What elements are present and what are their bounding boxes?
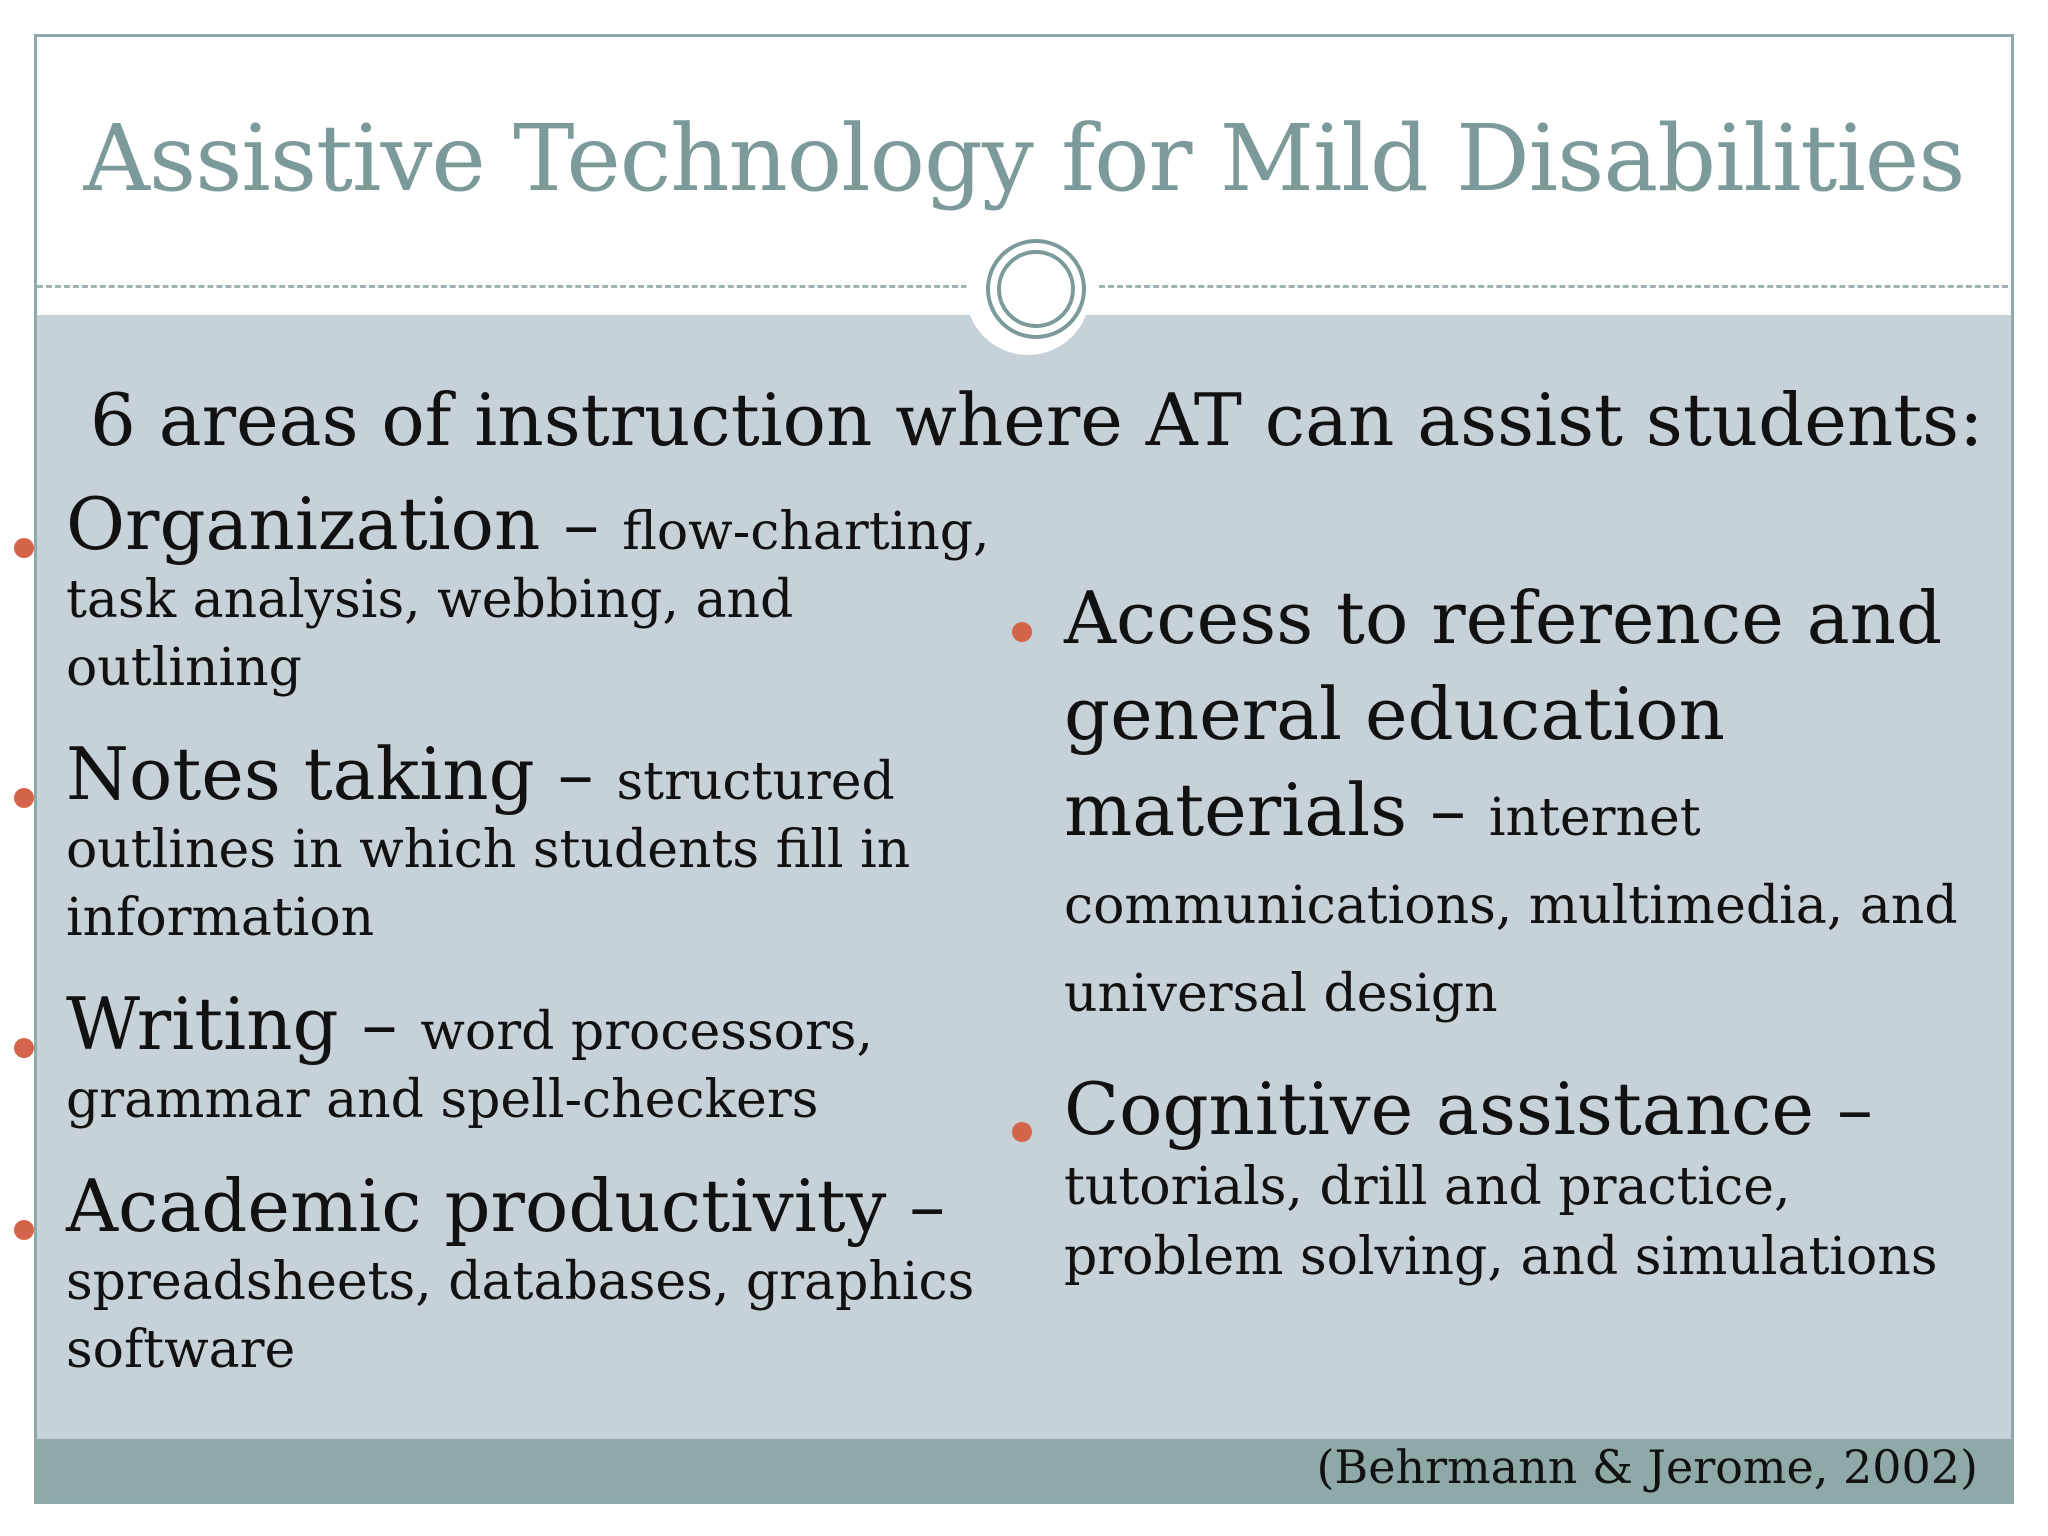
bullet-dot-icon	[14, 1220, 34, 1240]
list-item-dash: –	[886, 1164, 946, 1248]
list-item-detail: structured outlines in which students fill in information	[66, 752, 911, 948]
list-item-detail: word processors, grammar and spell-checkers	[66, 1002, 874, 1130]
list-item	[1064, 574, 1974, 1038]
list-item-title: Writing	[66, 982, 339, 1066]
list-item	[1064, 1067, 1974, 1292]
list-item-dash: –	[1814, 1067, 1873, 1151]
list-item	[66, 982, 1032, 1134]
list-item-title: Organization	[66, 482, 541, 566]
divider-ornament-inner-ring	[997, 250, 1075, 328]
bullet-dot-icon	[14, 1038, 34, 1058]
list-item-dash: –	[534, 732, 617, 816]
list-item-dash: –	[338, 982, 421, 1066]
list-item-title: Academic productivity	[66, 1164, 887, 1248]
list-item-dash: –	[540, 482, 623, 566]
title-divider-right	[1099, 285, 2014, 288]
list-item-detail: flow-charting, task analysis, webbing, and outlining	[66, 502, 990, 698]
list-item-text	[66, 482, 1032, 702]
list-item-title: Notes taking	[66, 732, 535, 816]
list-item-detail: spreadsheets, databases, graphics software	[66, 1252, 975, 1380]
list-item-title: Cognitive assistance	[1064, 1067, 1815, 1151]
list-item-text	[66, 732, 1032, 952]
list-item-text	[1064, 1067, 1974, 1292]
bullet-dot-icon	[14, 788, 34, 808]
bullet-dot-icon	[1012, 622, 1032, 642]
citation: (Behrmann & Jerome, 2002)	[1316, 1440, 1978, 1494]
list-item-detail: internet communications, multimedia, and universal design	[1064, 788, 1958, 1024]
right-bullet-list	[1064, 574, 1974, 1328]
title-divider-left	[37, 285, 967, 288]
left-bullet-list	[66, 482, 1032, 1422]
list-item-title: Access to reference and general education materials	[1064, 576, 1943, 852]
slide-title: Assistive Technology for Mild Disabilities	[83, 105, 1965, 212]
list-item	[66, 1164, 1032, 1384]
list-item-dash: –	[1407, 768, 1489, 852]
bullet-dot-icon	[1012, 1122, 1032, 1142]
list-item-text	[66, 1164, 1032, 1384]
list-item-text	[66, 982, 1032, 1134]
list-item-text	[1064, 574, 1974, 1038]
list-item	[66, 732, 1032, 952]
slide-subtitle: 6 areas of instruction where AT can assist students:	[90, 378, 1984, 462]
list-item	[66, 482, 1032, 702]
list-item-detail: tutorials, drill and practice, problem solving, and simulations	[1064, 1157, 1938, 1287]
divider-ornament-icon	[986, 239, 1086, 339]
bullet-dot-icon	[14, 538, 34, 558]
